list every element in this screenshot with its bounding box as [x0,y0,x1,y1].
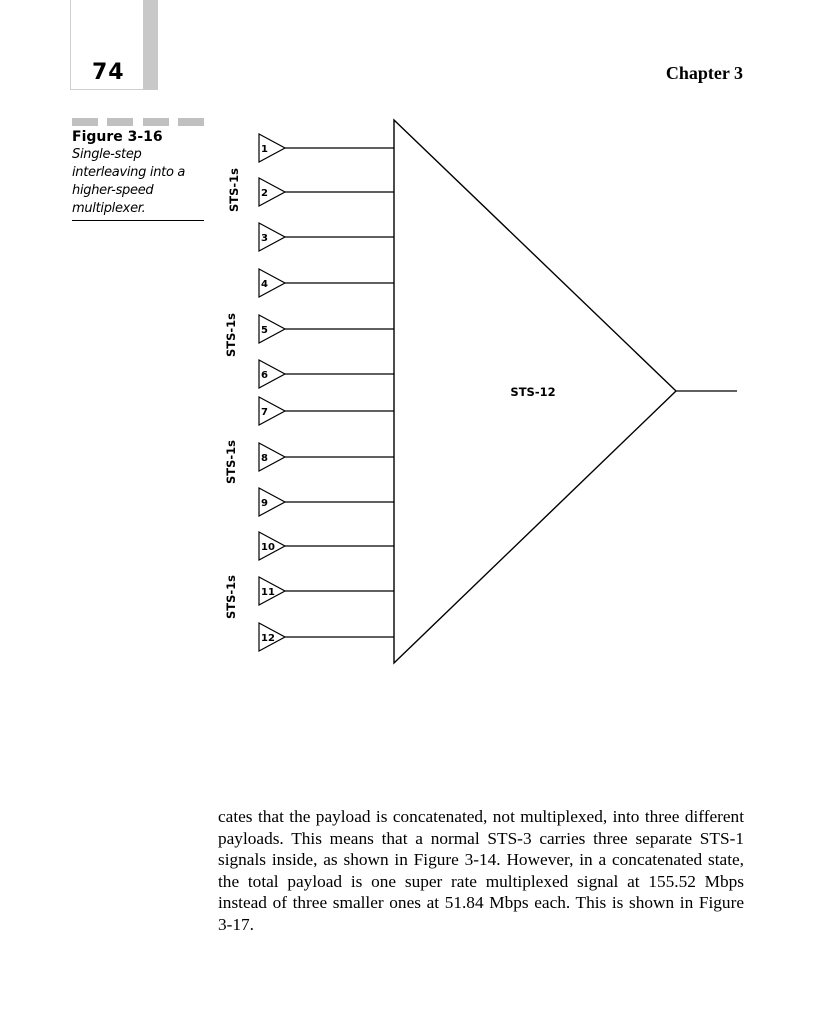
input-buffer-11 [259,577,394,605]
input-buffer-1 [259,134,394,162]
page-number: 74 [92,60,125,85]
input-buffer-10 [259,532,394,560]
input-buffer-4 [259,269,394,297]
input-buffer-2 [259,178,394,206]
group-label: STS-1s [227,167,241,213]
input-number: 3 [261,233,268,244]
input-number: 11 [261,587,275,598]
figure-label: Figure 3-16 [72,129,163,145]
input-number: 8 [261,453,268,464]
group-label: STS-1s [224,439,238,485]
input-buffer-3 [259,223,394,251]
input-number: 10 [261,542,275,553]
input-buffer-6 [259,360,394,388]
input-number: 9 [261,498,268,509]
input-buffer-12 [259,623,394,651]
input-number: 2 [261,188,268,199]
chapter-heading: Chapter 3 [665,63,743,83]
input-buffer-7 [259,397,394,425]
body-paragraph: cates that the payload is concatenated, not multiplexed, into three different payloads. This means that a normal STS-3 carries three separate STS-1 signals inside, as shown in Figure 3-14. However, in a concatenated state, the total payload is one super rate multiplexed signal at 155.52 Mbps instead of three smaller ones at 51.84 Mbps each. This is shown in Figure 3-17. [218,807,744,934]
group-label: STS-1s [224,312,238,358]
group-label: STS-1s [224,574,238,620]
input-number: 7 [261,407,268,418]
figure-description: Single-step interleaving into a higher-speed multiplexer. [72,147,186,216]
input-buffer-8 [259,443,394,471]
input-number: 6 [261,370,268,381]
multiplexer-label: STS-12 [510,385,556,399]
input-number: 4 [261,279,268,290]
input-number: 1 [261,144,268,155]
input-number: 5 [261,325,268,336]
input-buffer-5 [259,315,394,343]
input-buffer-9 [259,488,394,516]
input-number: 12 [261,633,275,644]
